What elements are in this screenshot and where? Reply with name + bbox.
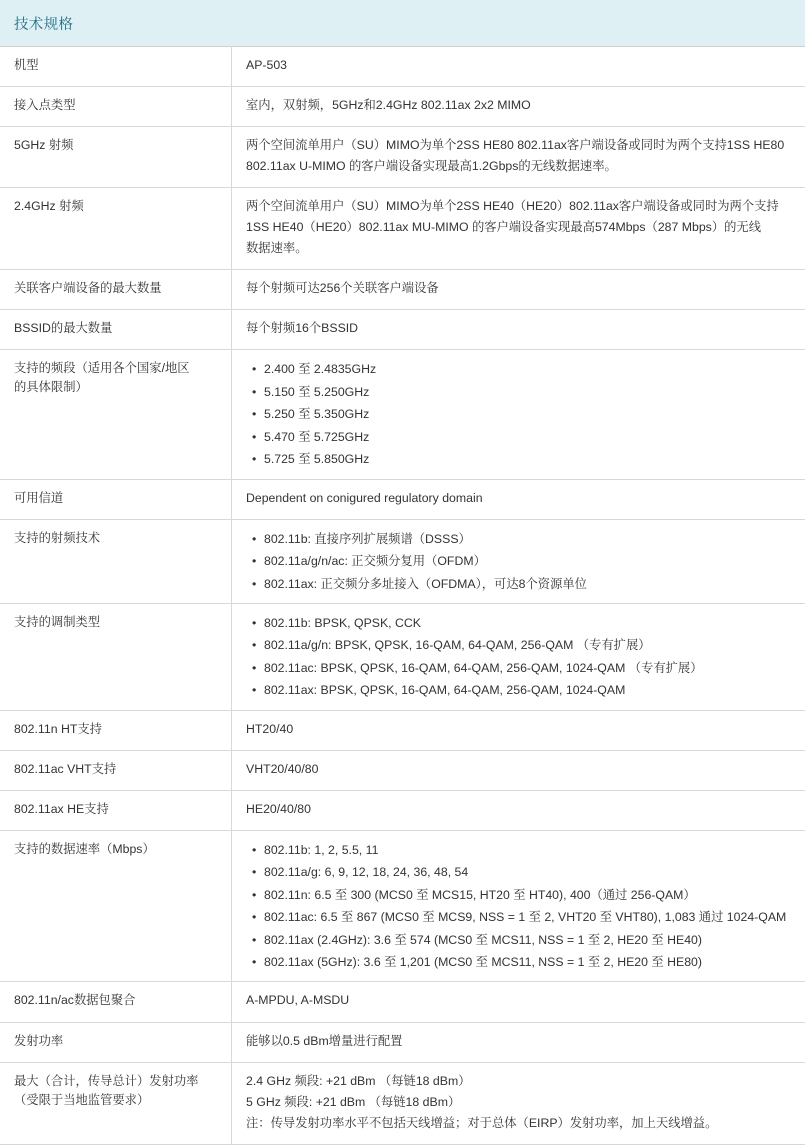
list-item: • 802.11ax (5GHz): 3.6 至 1,201 (MCS0 至 MCS11, NSS = 1 至 2, HE20 至 HE80) (264, 953, 795, 971)
table-row (0, 270, 805, 310)
spec-label (0, 47, 232, 87)
list-item: • 802.11b: BPSK, QPSK, CCK (264, 614, 795, 632)
table-row (0, 710, 805, 750)
spec-value (232, 270, 805, 310)
list-item: • 5.470 至 5.725GHz (264, 428, 795, 446)
list-item: • 5.725 至 5.850GHz (264, 450, 795, 468)
spec-label (0, 479, 232, 519)
specifications-table-body (0, 47, 805, 1144)
list-item: • 802.11a/g: 6, 9, 12, 18, 24, 36, 48, 54 (264, 863, 795, 881)
spec-value (232, 479, 805, 519)
spec-value (232, 710, 805, 750)
spec-value-line: 5 GHz 频段: +21 dBm （每链18 dBm） (246, 1093, 795, 1112)
table-row (0, 1022, 805, 1062)
list-item: • 802.11n: 6.5 至 300 (MCS0 至 MCS15, HT20 至 HT40), 400（通过 256-QAM） (264, 886, 795, 904)
spec-value-line: 能够以0.5 dBm增量进行配置 (246, 1032, 795, 1051)
spec-label-line: 接入点类型 (14, 96, 221, 115)
table-row (0, 519, 805, 603)
spec-value-list (246, 841, 795, 972)
spec-value-line: 1SS HE40（HE20）802.11ax MU-MIMO 的客户端设备实现最高574Mbps（287 Mbps）的无线 (246, 218, 795, 237)
spec-value (232, 750, 805, 790)
spec-value-list (246, 360, 795, 468)
list-item: • 2.400 至 2.4835GHz (264, 360, 795, 378)
spec-value-line: 2.4 GHz 频段: +21 dBm （每链18 dBm） (246, 1072, 795, 1091)
list-item: • 802.11ac: BPSK, QPSK, 16-QAM, 64-QAM, 256-QAM, 1024-QAM （专有扩展） (264, 659, 795, 677)
spec-value-line: 数据速率。 (246, 239, 795, 258)
spec-label (0, 830, 232, 982)
specifications-table (0, 46, 805, 1144)
spec-label (0, 310, 232, 350)
table-row (0, 47, 805, 87)
spec-label (0, 519, 232, 603)
table-row (0, 982, 805, 1022)
table-row (0, 830, 805, 982)
spec-label (0, 87, 232, 127)
list-item: • 802.11ax (2.4GHz): 3.6 至 574 (MCS0 至 MCS11, NSS = 1 至 2, HE20 至 HE40) (264, 931, 795, 949)
spec-value-line: 两个空间流单用户（SU）MIMO为单个2SS HE40（HE20）802.11ax客户端设备或同时为两个支持 (246, 197, 795, 216)
list-item: • 802.11ac: 6.5 至 867 (MCS0 至 MCS9, NSS = 1 至 2, VHT20 至 VHT80), 1,083 通过 1024-QAM (264, 908, 795, 926)
spec-label-line: 802.11ac VHT支持 (14, 760, 221, 779)
spec-value (232, 603, 805, 710)
table-row (0, 127, 805, 188)
spec-label (0, 710, 232, 750)
spec-value-line: AP-503 (246, 56, 795, 75)
spec-value (232, 1062, 805, 1144)
spec-value-line: HT20/40 (246, 720, 795, 739)
spec-label-line: 支持的调制类型 (14, 613, 221, 632)
spec-label-line: 5GHz 射频 (14, 136, 221, 155)
table-row (0, 310, 805, 350)
spec-value (232, 982, 805, 1022)
spec-label (0, 1022, 232, 1062)
spec-value-line: 802.11ax U-MIMO 的客户端设备实现最高1.2Gbps的无线数据速率。 (246, 157, 795, 176)
table-row (0, 188, 805, 270)
spec-value (232, 87, 805, 127)
table-row (0, 350, 805, 479)
spec-label-line: 2.4GHz 射频 (14, 197, 221, 216)
spec-value-line: 注：传导发射功率水平不包括天线增益；对于总体（EIRP）发射功率，加上天线增益。 (246, 1114, 795, 1133)
spec-value-line: VHT20/40/80 (246, 760, 795, 779)
spec-value (232, 519, 805, 603)
spec-label-line: 的具体限制） (14, 378, 221, 397)
table-row (0, 750, 805, 790)
spec-label-line: 可用信道 (14, 489, 221, 508)
spec-value-line: HE20/40/80 (246, 800, 795, 819)
spec-label-line: （受限于当地监管要求） (14, 1091, 221, 1110)
spec-label (0, 127, 232, 188)
list-item: • 802.11a/g/n/ac: 正交频分复用（OFDM） (264, 552, 795, 570)
spec-value-list (246, 614, 795, 700)
table-row (0, 790, 805, 830)
page-title: 技术规格 (0, 0, 805, 46)
list-item: • 5.250 至 5.350GHz (264, 405, 795, 423)
spec-label-line: 关联客户端设备的最大数量 (14, 279, 221, 298)
table-row (0, 479, 805, 519)
spec-value (232, 830, 805, 982)
spec-value-line: A-MPDU, A-MSDU (246, 991, 795, 1010)
spec-value-list (246, 530, 795, 593)
spec-value (232, 310, 805, 350)
spec-value-line: 每个射频16个BSSID (246, 319, 795, 338)
spec-label-line: BSSID的最大数量 (14, 319, 221, 338)
table-row (0, 87, 805, 127)
spec-label-line: 支持的频段（适用各个国家/地区 (14, 359, 221, 378)
spec-value-line: Dependent on conigured regulatory domain (246, 489, 795, 508)
spec-label-line: 发射功率 (14, 1032, 221, 1051)
spec-value (232, 47, 805, 87)
spec-label (0, 270, 232, 310)
spec-label (0, 350, 232, 479)
table-row (0, 603, 805, 710)
spec-label (0, 982, 232, 1022)
list-item: • 802.11b: 1, 2, 5.5, 11 (264, 841, 795, 859)
spec-label-line: 机型 (14, 56, 221, 75)
spec-label-line: 802.11n HT支持 (14, 720, 221, 739)
list-item: • 802.11b: 直接序列扩展频谱（DSSS） (264, 530, 795, 548)
spec-label-line: 支持的射频技术 (14, 529, 221, 548)
spec-label (0, 1062, 232, 1144)
table-row (0, 1062, 805, 1144)
spec-value-line: 室内，双射频，5GHz和2.4GHz 802.11ax 2x2 MIMO (246, 96, 795, 115)
spec-value (232, 1022, 805, 1062)
spec-label (0, 790, 232, 830)
list-item: • 802.11a/g/n: BPSK, QPSK, 16-QAM, 64-QAM, 256-QAM （专有扩展） (264, 636, 795, 654)
spec-label (0, 750, 232, 790)
spec-label (0, 188, 232, 270)
spec-label-line: 支持的数据速率（Mbps） (14, 840, 221, 859)
spec-label (0, 603, 232, 710)
list-item: • 802.11ax: 正交频分多址接入（OFDMA），可达8个资源单位 (264, 575, 795, 593)
spec-label-line: 最大（合计，传导总计）发射功率 (14, 1072, 221, 1091)
spec-value (232, 188, 805, 270)
spec-value-line: 两个空间流单用户（SU）MIMO为单个2SS HE80 802.11ax客户端设备或同时为两个支持1SS HE80 (246, 136, 795, 155)
spec-value-line: 每个射频可达256个关联客户端设备 (246, 279, 795, 298)
spec-value (232, 790, 805, 830)
spec-value (232, 350, 805, 479)
spec-label-line: 802.11ax HE支持 (14, 800, 221, 819)
spec-value (232, 127, 805, 188)
list-item: • 802.11ax: BPSK, QPSK, 16-QAM, 64-QAM, 256-QAM, 1024-QAM (264, 681, 795, 699)
spec-label-line: 802.11n/ac数据包聚合 (14, 991, 221, 1010)
list-item: • 5.150 至 5.250GHz (264, 383, 795, 401)
